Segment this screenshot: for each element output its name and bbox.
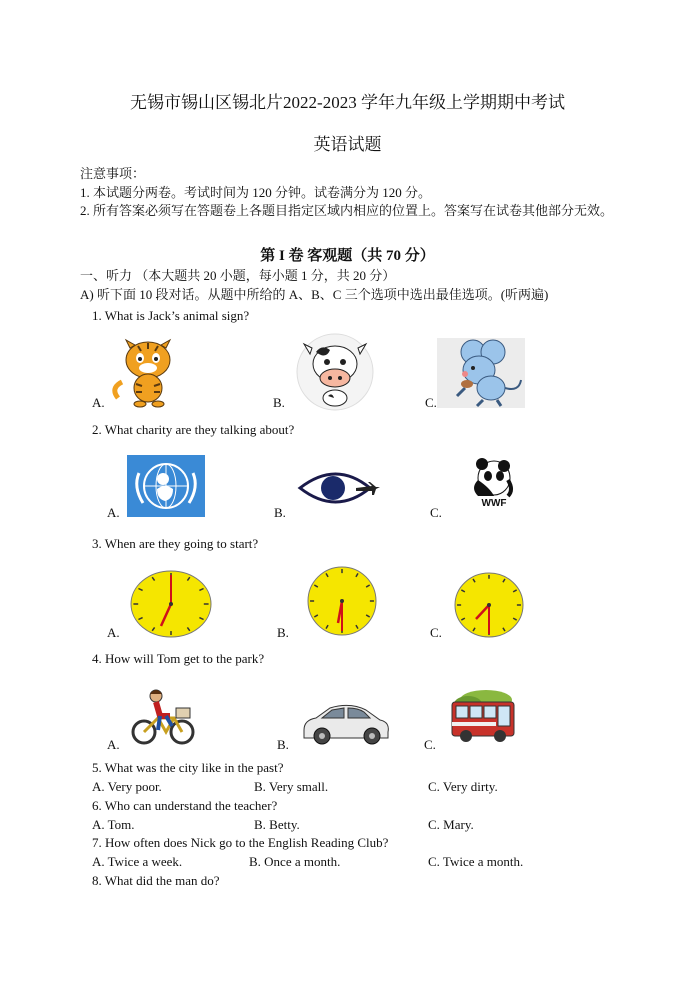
- question-1: 1. What is Jack’s animal sign?: [92, 308, 250, 323]
- tiger-icon: [108, 338, 188, 408]
- q5-option-c: C. Very dirty.: [428, 779, 498, 794]
- q6-option-c: C. Mary.: [428, 817, 474, 832]
- q2-option-a-label: A.: [107, 505, 120, 520]
- question-7: 7. How often does Nick go to the English Reading Club?: [92, 835, 389, 850]
- q3-option-c-label: C.: [430, 625, 442, 640]
- cow-icon: [292, 334, 378, 410]
- car-icon: [300, 698, 390, 746]
- q3-option-a-label: A.: [107, 625, 120, 640]
- note-item-1: 1. 本试题分两卷。考试时间为 120 分钟。试卷满分为 120 分。: [80, 185, 432, 200]
- exam-subtitle: 英语试题: [313, 135, 382, 154]
- q2-option-c-label: C.: [430, 505, 442, 520]
- q1-option-b-label: B.: [273, 395, 285, 410]
- q4-option-b-label: B.: [277, 737, 289, 752]
- section-a-instructions: A) 听下面 10 段对话。从题中所给的 A、B、C 三个选项中选出最佳选项。(听两遍): [80, 287, 549, 302]
- q7-option-a: A. Twice a week.: [92, 854, 183, 869]
- clock-b-icon: [306, 565, 378, 637]
- clock-c-icon: [454, 572, 524, 638]
- q1-option-a-label: A.: [92, 395, 105, 410]
- section-title: 一、听力 （本大题共 20 小题，每小题 1 分，共 20 分）: [80, 268, 396, 283]
- question-6: 6. Who can understand the teacher?: [92, 798, 278, 813]
- q5-option-a: A. Very poor.: [92, 779, 162, 794]
- part-title: 第 I 卷 客观题（共 70 分）: [260, 248, 435, 264]
- note-item-2: 2. 所有答案必须写在答题卷上各题目指定区域内相应的位置上。答案写在试卷其他部分无效。: [80, 203, 614, 218]
- notes-heading: 注意事项：: [80, 166, 146, 181]
- q1-option-c-label: C.: [425, 395, 437, 410]
- q5-option-b: B. Very small.: [254, 779, 329, 794]
- q4-option-c-label: C.: [424, 737, 436, 752]
- bicycle-icon: [132, 688, 194, 746]
- orbis-eye-logo-icon: [298, 470, 376, 506]
- q4-option-a-label: A.: [107, 737, 120, 752]
- question-3: 3. When are they going to start?: [92, 536, 259, 551]
- q7-option-c: C. Twice a month.: [428, 854, 524, 869]
- unicef-logo-icon: [127, 455, 205, 517]
- clock-a-icon: [130, 570, 212, 638]
- question-8: 8. What did the man do?: [92, 873, 220, 888]
- q6-option-a: A. Tom.: [92, 817, 135, 832]
- q2-option-b-label: B.: [274, 505, 286, 520]
- q6-option-b: B. Betty.: [254, 817, 300, 832]
- question-2: 2. What charity are they talking about?: [92, 422, 295, 437]
- q3-option-b-label: B.: [277, 625, 289, 640]
- exam-title: 无锡市锡山区锡北片2022-2023 学年九年级上学期期中考试: [130, 93, 565, 112]
- wwf-logo-text: WWF: [481, 498, 507, 509]
- mouse-icon: [437, 338, 525, 408]
- question-5: 5. What was the city like in the past?: [92, 760, 284, 775]
- wwf-panda-logo-icon: [468, 458, 520, 508]
- q7-option-b: B. Once a month.: [249, 854, 341, 869]
- bus-icon: [446, 686, 520, 746]
- question-4: 4. How will Tom get to the park?: [92, 651, 265, 666]
